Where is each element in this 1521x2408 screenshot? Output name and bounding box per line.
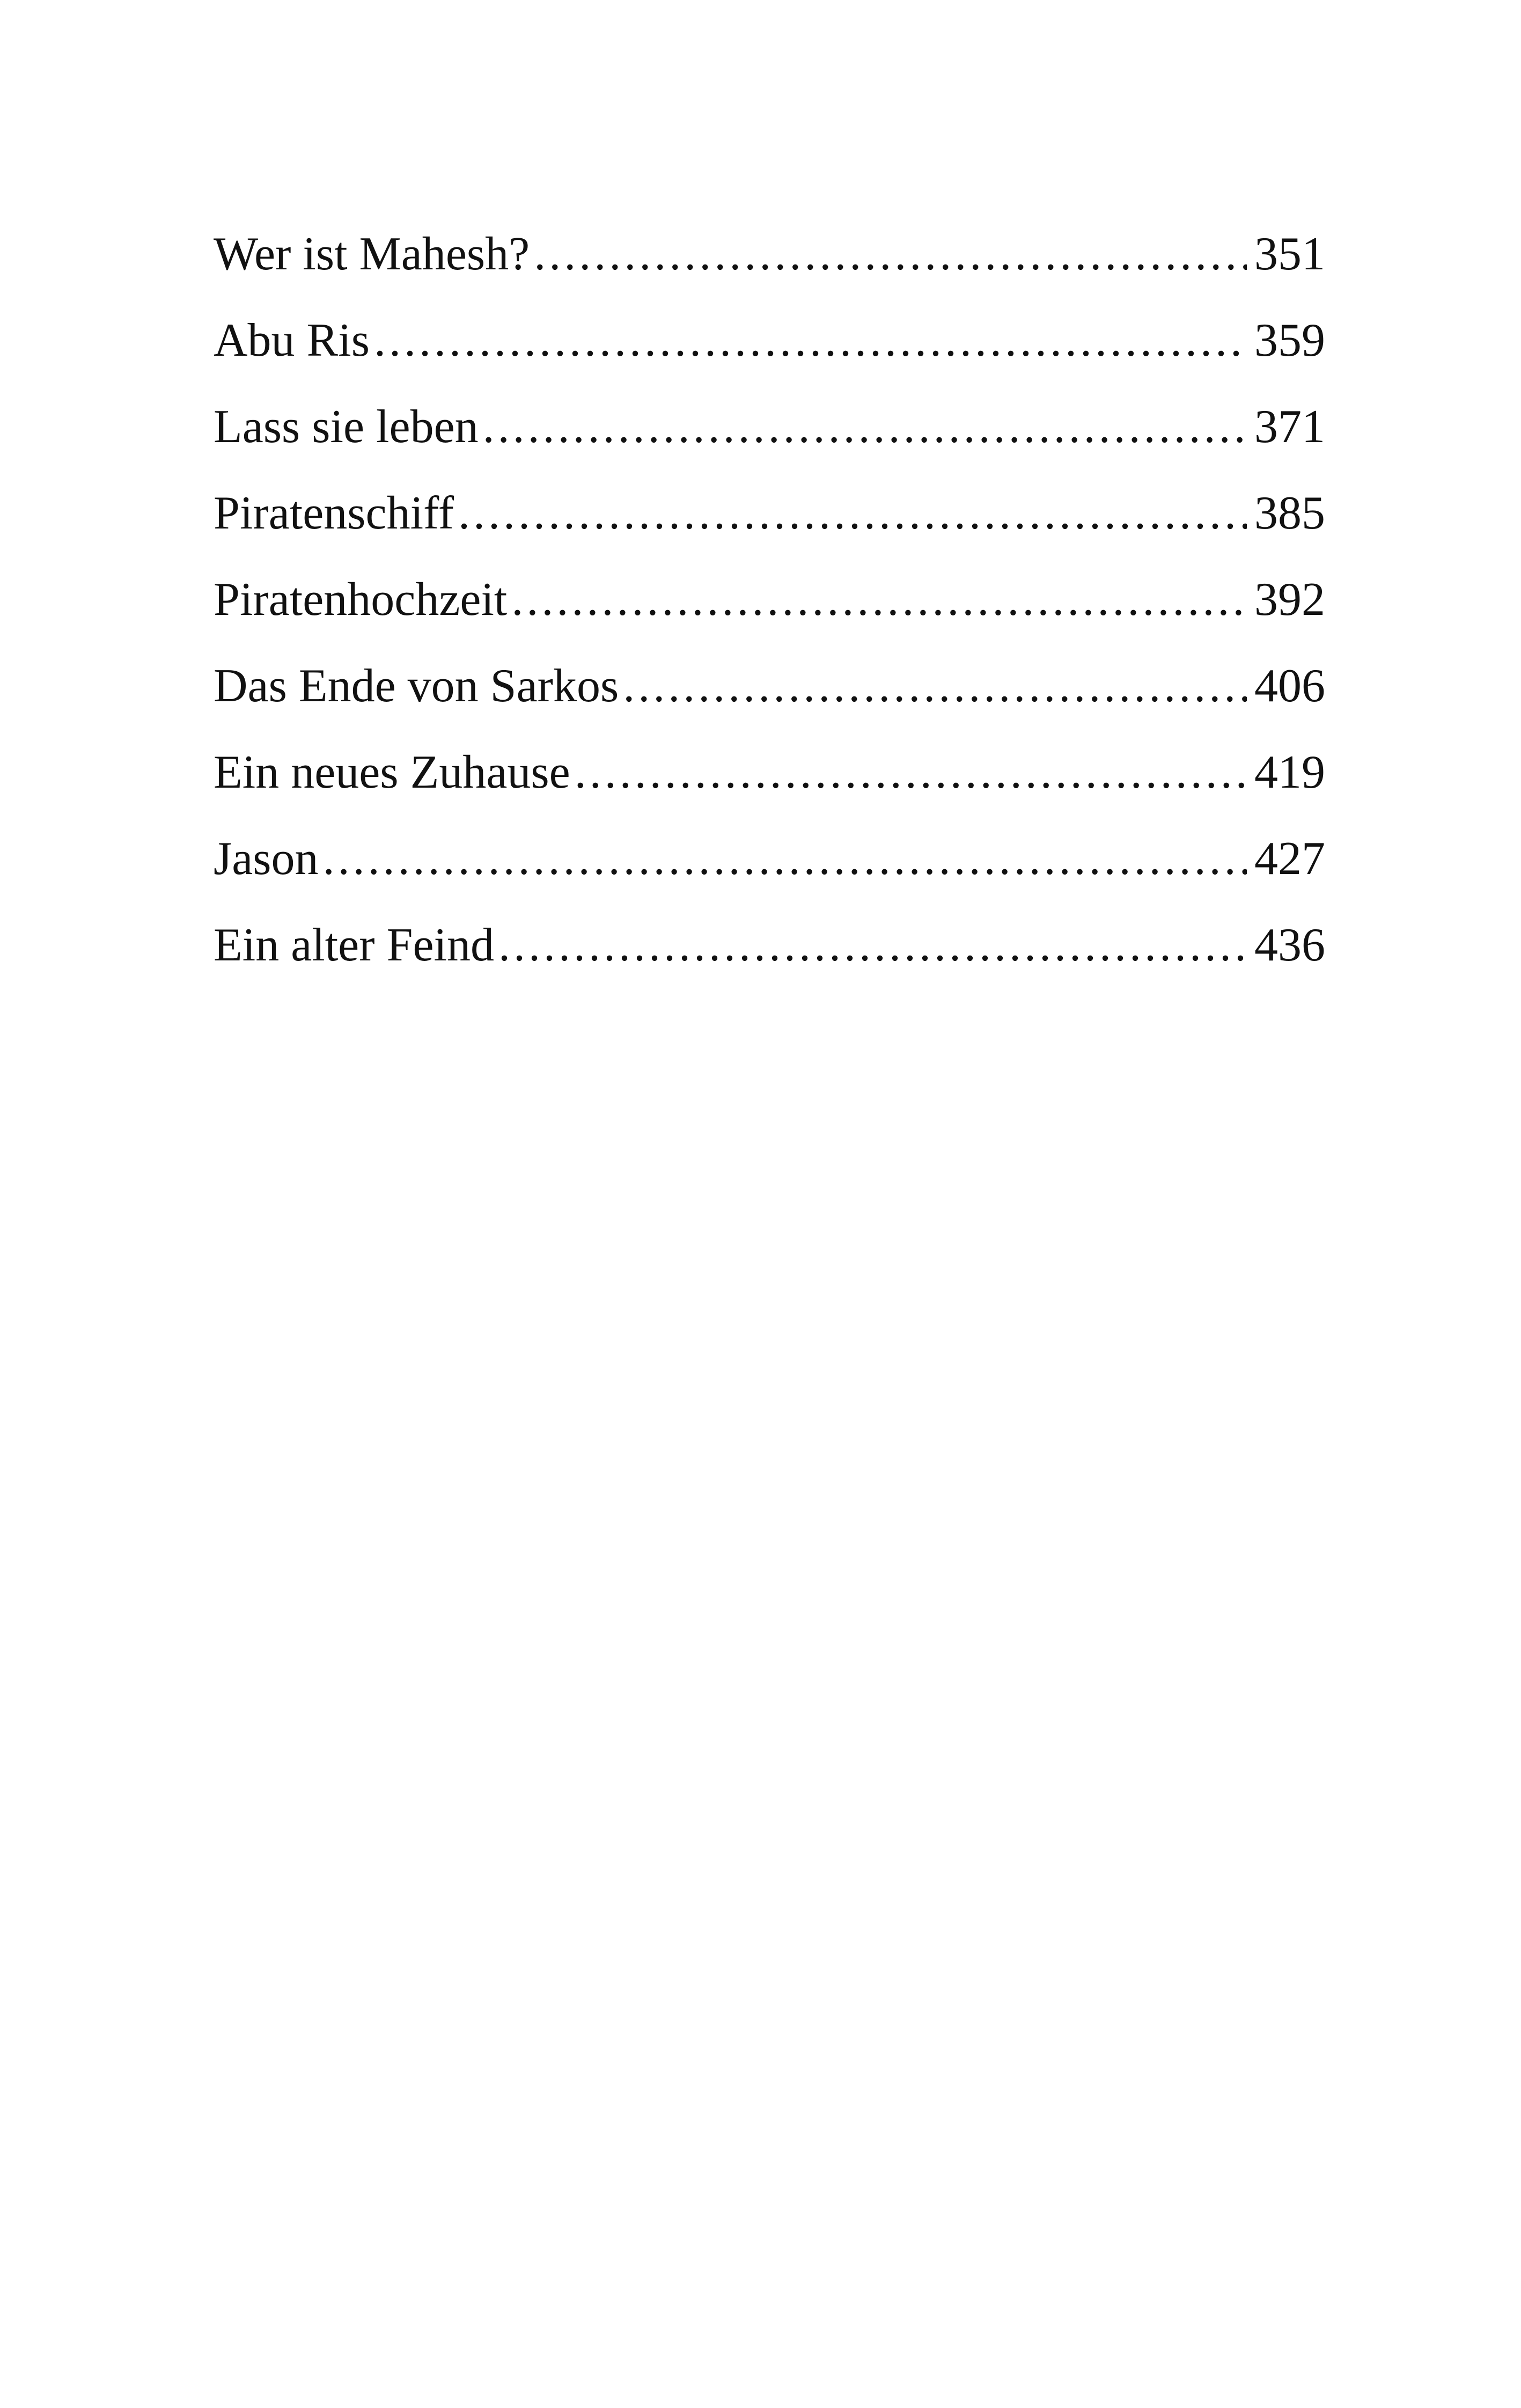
toc-entry-title: Piratenschiff <box>214 487 454 539</box>
toc-entry-title: Ein alter Feind <box>214 919 494 971</box>
toc-entry-page-number: 427 <box>1254 833 1325 885</box>
toc-entry-page-number: 371 <box>1254 401 1325 453</box>
toc-entry[interactable] <box>214 228 1325 317</box>
toc-entry-page-number: 351 <box>1254 228 1325 280</box>
toc-entry-page-number: 385 <box>1254 487 1325 539</box>
dot-leader <box>623 663 1247 710</box>
dot-leader <box>575 749 1247 796</box>
toc-entry[interactable] <box>214 835 1325 922</box>
toc-entry-page-number: 406 <box>1254 660 1325 712</box>
toc-entry[interactable] <box>214 746 1325 835</box>
dot-leader <box>498 922 1247 969</box>
toc-entry[interactable] <box>214 487 1325 576</box>
toc-entry[interactable] <box>214 314 1325 403</box>
dot-leader <box>374 317 1247 364</box>
toc-entry-title: Ein neues Zuhause <box>214 746 570 798</box>
toc-entry-title: Piratenhochzeit <box>214 574 508 626</box>
toc-entry-title: Lass sie leben <box>214 401 479 453</box>
dot-leader <box>511 576 1247 623</box>
toc-entry-page-number: 419 <box>1254 746 1325 798</box>
toc-entry-page-number: 436 <box>1254 919 1325 971</box>
toc-entry[interactable] <box>214 919 1325 1008</box>
toc-entry-page-number: 392 <box>1254 574 1325 626</box>
toc-entry-title: Das Ende von Sarkos <box>214 660 619 712</box>
toc-entry-title: Jason <box>214 833 319 885</box>
toc-entry[interactable] <box>214 660 1325 749</box>
toc-entry-title: Wer ist Mahesh? <box>214 228 530 280</box>
dot-leader <box>534 231 1247 278</box>
toc-entry[interactable] <box>214 576 1325 663</box>
toc-entry-title: Abu Ris <box>214 314 370 366</box>
dot-leader <box>323 835 1247 883</box>
toc-entry[interactable] <box>214 403 1325 490</box>
table-of-contents <box>214 228 1325 1008</box>
dot-leader <box>483 403 1247 451</box>
toc-entry-page-number: 359 <box>1254 314 1325 366</box>
dot-leader <box>458 490 1247 537</box>
